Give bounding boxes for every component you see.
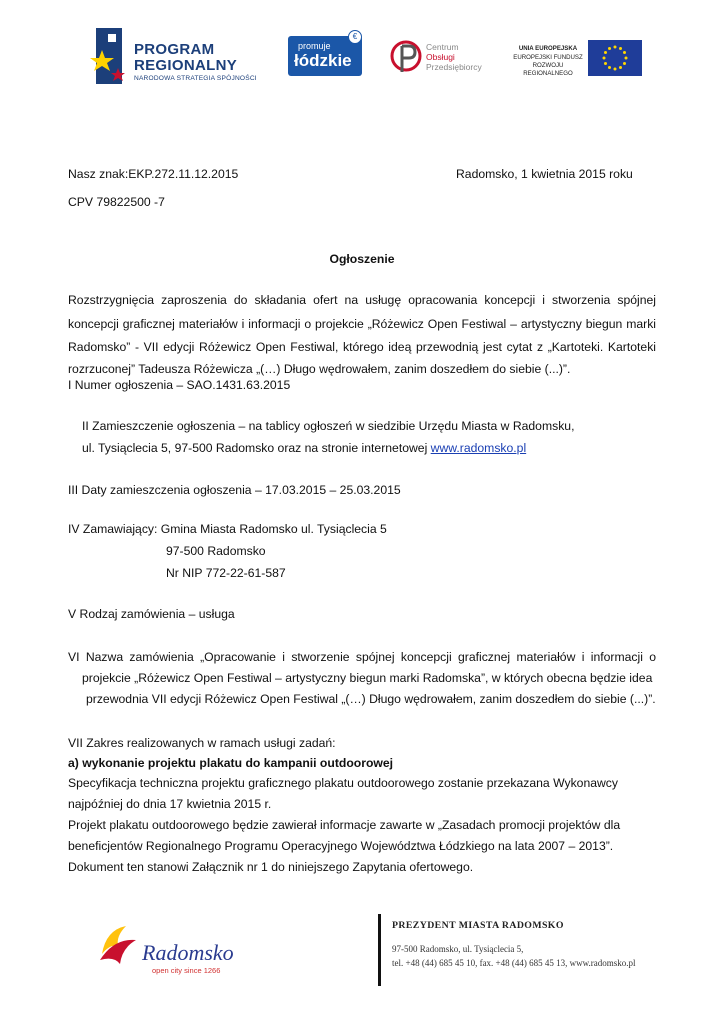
radomsko-website-link[interactable]: www.radomsko.pl	[430, 441, 527, 455]
lodzkie-top: promuje	[298, 41, 331, 51]
intro-line-1: Rozstrzygnięcia zaproszenia do składania ofert na usługę opracowania koncepcji i stworzenia spójnej	[68, 293, 656, 307]
section-7-paragraph-4: beneficjentów Regionalnego Programu Operacyjnego Województwa Łódzkiego na lata 2007 – 2013”.	[68, 839, 614, 853]
intro-line-4: rozrzuconej” Tadeusza Różewicza „(…) Długo wędrowałem, zanim doszedłem do siebie (...)”.	[68, 362, 571, 376]
radomsko-swirl-icon	[96, 920, 142, 968]
section-7-paragraph-5: Dokument ten stanowi Załącznik nr 1 do niniejszego Zapytania ofertowego.	[68, 860, 474, 874]
section-7-paragraph-1: Specyfikacja techniczna projektu graficznego plakatu outdoorowego zostanie przekazana Wykonawcy	[68, 776, 618, 790]
centrum-line3: Przedsiębiorcy	[426, 62, 482, 72]
president-title: PREZYDENT MIASTA RADOMSKO	[392, 920, 564, 931]
eu-line1: UNIA EUROPEJSKA	[518, 45, 578, 52]
centrum-line2: Obsługi	[426, 52, 455, 62]
centrum-obslugi-logo	[390, 38, 480, 78]
section-6-line-1: VI Nazwa zamówienia „Opracowanie i stworzenie spójnej koncepcji graficznej materiałów i informacji o	[68, 650, 656, 664]
president-contact: tel. +48 (44) 685 45 10, fax. +48 (44) 685 45 13, www.radomsko.pl	[392, 958, 636, 968]
program-subtitle: NARODOWA STRATEGIA SPÓJNOŚCI	[134, 75, 257, 82]
section-7-paragraph-2: najpóźniej do dnia 17 kwietnia 2015 r.	[68, 797, 272, 811]
centrum-line1: Centrum	[426, 42, 459, 52]
program-title-line1: PROGRAM	[134, 41, 215, 58]
section-2-line-2-text: ul. Tysiąclecia 5, 97-500 Radomsko oraz na stronie internetowej	[82, 441, 431, 455]
president-address: 97-500 Radomsko, ul. Tysiąclecia 5,	[392, 944, 524, 954]
cpv-code: CPV 79822500 -7	[68, 195, 165, 209]
eu-line2: EUROPEJSKI FUNDUSZ	[513, 54, 583, 61]
header-logos	[0, 0, 724, 100]
program-star-mark-icon	[88, 28, 130, 84]
eu-flag-icon	[588, 40, 642, 76]
program-title-line2: REGIONALNY	[134, 57, 238, 74]
section-7-heading: VII Zakres realizowanych w ramach usługi zadań:	[68, 736, 336, 750]
section-4-line-1: IV Zamawiający: Gmina Miasta Radomsko ul. Tysiąclecia 5	[68, 522, 387, 536]
radomsko-logo	[96, 920, 236, 980]
radomsko-logo-text: Radomsko	[142, 940, 234, 965]
section-4-line-2: 97-500 Radomsko	[166, 544, 266, 558]
intro-line-2: koncepcji graficznej materiałów i informacji o projekcie „Różewicz Open Festiwal – artystyczny biegun marki	[68, 317, 656, 331]
section-6-line-2: projekcie „Różewicz Open Festiwal – artystyczny biegun marki Radomska”, w których obecna będzie idea	[82, 671, 653, 685]
centrum-p-mark-icon	[390, 38, 422, 76]
lodzkie-main: łódzkie	[294, 51, 352, 70]
eu-logo	[510, 40, 660, 80]
footer-divider	[378, 914, 381, 986]
footer	[0, 910, 724, 1000]
section-5: V Rodzaj zamówienia – usługa	[68, 607, 235, 621]
place-date: Radomsko, 1 kwietnia 2015 roku	[456, 167, 633, 181]
section-2-line-1: II Zamieszczenie ogłoszenia – na tablicy ogłoszeń w siedzibie Urzędu Miasta w Radomsku,	[82, 419, 575, 433]
section-7-paragraph-3: Projekt plakatu outdoorowego będzie zawierał informacje zawarte w „Zasadach promocji projektów dla	[68, 818, 621, 832]
lodzkie-euro-icon: €	[348, 30, 362, 44]
section-2-line-2	[82, 440, 526, 456]
section-4-line-3: Nr NIP 772-22-61-587	[166, 566, 286, 580]
section-7a-heading: a) wykonanie projektu plakatu do kampanii outdoorowej	[68, 756, 394, 770]
eu-line3: ROZWOJU REGIONALNEGO	[523, 62, 573, 77]
radomsko-logo-tagline: open city since 1266	[152, 966, 221, 975]
intro-line-3: Radomsko” - VII edycji Różewicz Open Festiwal, którego ideą przewodnią jest cytat z „Kartoteki. Kartoteki	[68, 340, 656, 354]
section-3: III Daty zamieszczenia ogłoszenia – 17.03.2015 – 25.03.2015	[68, 483, 401, 497]
lodzkie-logo	[288, 32, 362, 76]
section-1: I Numer ogłoszenia – SAO.1431.63.2015	[68, 378, 291, 392]
reference-number: Nasz znak:EKP.272.11.12.2015	[68, 167, 239, 181]
page-title: Ogłoszenie	[329, 252, 395, 266]
program-regionalny-logo	[88, 28, 268, 88]
section-6-line-3: przewodnia VII edycji Różewicz Open Festiwal „(…) Długo wędrowałem, zanim doszedłem do siebie (...)”.	[86, 692, 656, 706]
